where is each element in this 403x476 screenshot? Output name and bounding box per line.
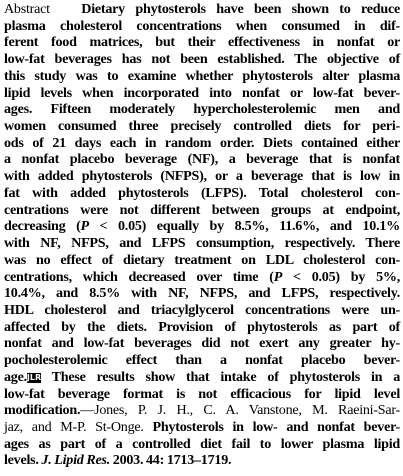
abstract-text: a nonfat placebo beverage (NF), a beverage that is nonfat	[4, 151, 400, 168]
abstract-line	[4, 151, 400, 168]
abstract-line	[4, 68, 400, 85]
abstract-text: These results show that intake of phytosterols in a	[51, 368, 400, 385]
abstract-line	[4, 335, 400, 352]
abstract-line	[4, 285, 400, 302]
abstract-text: modification.	[4, 402, 81, 419]
abstract-text: pocholesterolemic effect than a nonfat placebo bever-	[4, 352, 400, 369]
abstract-label: Abstract	[4, 1, 50, 17]
abstract-line	[4, 18, 400, 35]
abstract-text: fat with added phytosterols (LFPS). Total cholesterol con-	[4, 184, 400, 201]
abstract-line	[4, 386, 400, 403]
abstract-text: HDL cholesterol and triacylglycerol concentrations were un-	[4, 301, 400, 318]
citation-authors: —Jones, P. J. H., C. A. Vanstone, M. Raeini-Sar-	[80, 402, 400, 419]
abstract-text: age.	[4, 368, 27, 385]
jlr-logo-badge[interactable]: JLR	[26, 372, 42, 382]
abstract-text: ods of 21 days each in random order. Diets contained either	[4, 134, 400, 151]
abstract-line	[4, 101, 400, 118]
abstract-text: centrations were not different between groups at endpoint,	[4, 201, 400, 218]
stat-p-italic: P	[80, 218, 89, 235]
abstract-line	[4, 235, 400, 252]
abstract-text: low-fat beverage format is not efficacious for lipid level	[4, 385, 400, 402]
abstract-text: < 0.05) equally by 8.5%, 11.6%, and 10.1%	[88, 218, 400, 235]
abstract-text: was no effect of dietary treatment on LDL cholesterol con-	[4, 251, 400, 268]
abstract-line	[4, 51, 400, 68]
abstract-text: women consumed three precisely controlled diets for peri-	[4, 118, 400, 135]
abstract-text: low-fat beverages has not been established. The objective of	[4, 51, 400, 68]
abstract-line	[4, 202, 400, 219]
abstract-text: plasma cholesterol concentrations when consumed in dif-	[4, 17, 400, 34]
abstract-line	[4, 319, 400, 336]
abstract-text: nonfat and low-fat beverages did not exert any greater hy-	[4, 335, 400, 352]
abstract-line	[4, 252, 400, 269]
abstract-text: Dietary phytosterols have been shown to reduce	[81, 1, 400, 17]
citation-journal[interactable]: J. Lipid Res.	[41, 452, 110, 469]
abstract-line	[4, 135, 400, 152]
abstract-text: affected by the diets. Provision of phytosterols as part of	[4, 318, 400, 335]
abstract-text: ages. Fifteen moderately hypercholesterolemic men and	[4, 101, 400, 118]
abstract-line	[4, 34, 400, 51]
citation-authors: jaz, and M-P. St-Onge.	[4, 418, 153, 435]
abstract-line	[4, 1, 400, 18]
citation-volume: 2003. 44: 1713–1719.	[110, 452, 232, 469]
abstract-text: this study was to examine whether phytosterols alter plasma	[4, 67, 400, 84]
abstract-line	[4, 352, 400, 369]
abstract-paragraph	[4, 0, 400, 469]
abstract-line	[4, 436, 400, 453]
abstract-text: ferent food matrices, but their effectiveness in nonfat or	[4, 34, 400, 51]
abstract-line	[4, 118, 400, 135]
abstract-line	[4, 452, 400, 469]
abstract-line	[4, 185, 400, 202]
abstract-text: centrations, which decreased over time (	[4, 268, 274, 285]
abstract-text: lipid levels when incorporated into nonfat or low-fat bever-	[4, 84, 400, 101]
citation-title: Phytosterols in low- and nonfat bever-	[152, 418, 400, 435]
abstract-text: 10.4%, and 8.5% with NF, NFPS, and LFPS, respectively.	[4, 285, 400, 302]
abstract-line	[4, 218, 400, 235]
abstract-line	[4, 168, 400, 185]
abstract-text: with NF, NFPS, and LFPS consumption, respectively. There	[4, 235, 400, 252]
abstract-line	[4, 302, 400, 319]
abstract-line	[4, 269, 400, 286]
abstract-text: with added phytosterols (NFPS), or a beverage that is low in	[4, 168, 400, 185]
abstract-line	[4, 419, 400, 436]
abstract-text: decreasing (	[4, 218, 81, 235]
citation-title: ages as part of a controlled diet fail to lower plasma lipid	[4, 435, 400, 452]
abstract-text: < 0.05) by 5%,	[282, 268, 400, 285]
citation-title: levels.	[4, 452, 42, 469]
abstract-line	[4, 369, 400, 386]
abstract-line	[4, 85, 400, 102]
abstract-line	[4, 402, 400, 419]
stat-p-italic: P	[273, 268, 283, 285]
